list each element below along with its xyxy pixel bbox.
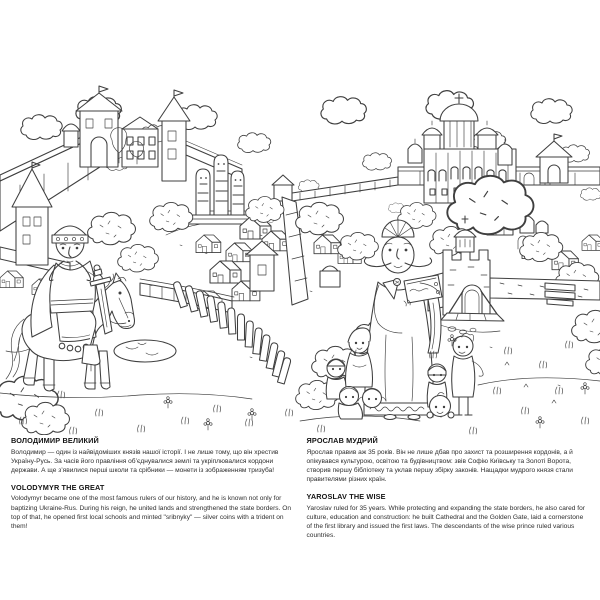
caption-area [11,436,589,548]
heading-volodymyr-uk: ВОЛОДИМИР ВЕЛИКИЙ [11,436,99,445]
coloring-line-art [0,85,600,435]
body-yaroslav-en: Yaroslav ruled for 35 years. While protecting and expanding the state borders, he also cared for culture, education and construction: he built Cathedral and the Golden Gate, laid a cornerstone of the first library and issued the first laws. The descendants of the wise prince ruled various countries. [306,504,585,540]
body-volodymyr-en: Volodymyr became one of the most famous rulers of our history, and he is known not only for baptizing Ukraine-Rus. During his reign, he united lands and strengthened the state borders. On top of that, he opened first local schools and minted "sribnyky" — silver coins with a trident on them! [11,495,292,531]
heading-yaroslav-uk: ЯРОСЛАВ МУДРИЙ [306,436,378,445]
heading-volodymyr-en: VOLODYMYR THE GREAT [11,482,105,492]
body-yaroslav-uk: Ярослав правив аж 35 років. Він не лише дбав про захист та розширення кордонів, а й опікувався культурою, освітою та будівництвом: звів Софію Київську та Золоті Ворота, створив першу бібліотеку та уклав першу збірку законів. Нащадки мудрого князя стали правителями різних країн. [306,448,573,484]
body-volodymyr-uk: Володимир — один із найвідоміших князів нашої історії. І не лише тому, що він хрестив Україну-Русь. За часів його правління об’єднувалися землі та укріплювалися кордони держави. А ще з’явилися перші школи та срібники — монети із зображенням тризуба! [11,448,279,475]
section-yaroslav [307,436,590,548]
section-volodymyr [11,436,294,548]
illustration-medieval-kyiv [0,85,600,435]
heading-yaroslav-en: YAROSLAV THE WISE [306,491,386,501]
